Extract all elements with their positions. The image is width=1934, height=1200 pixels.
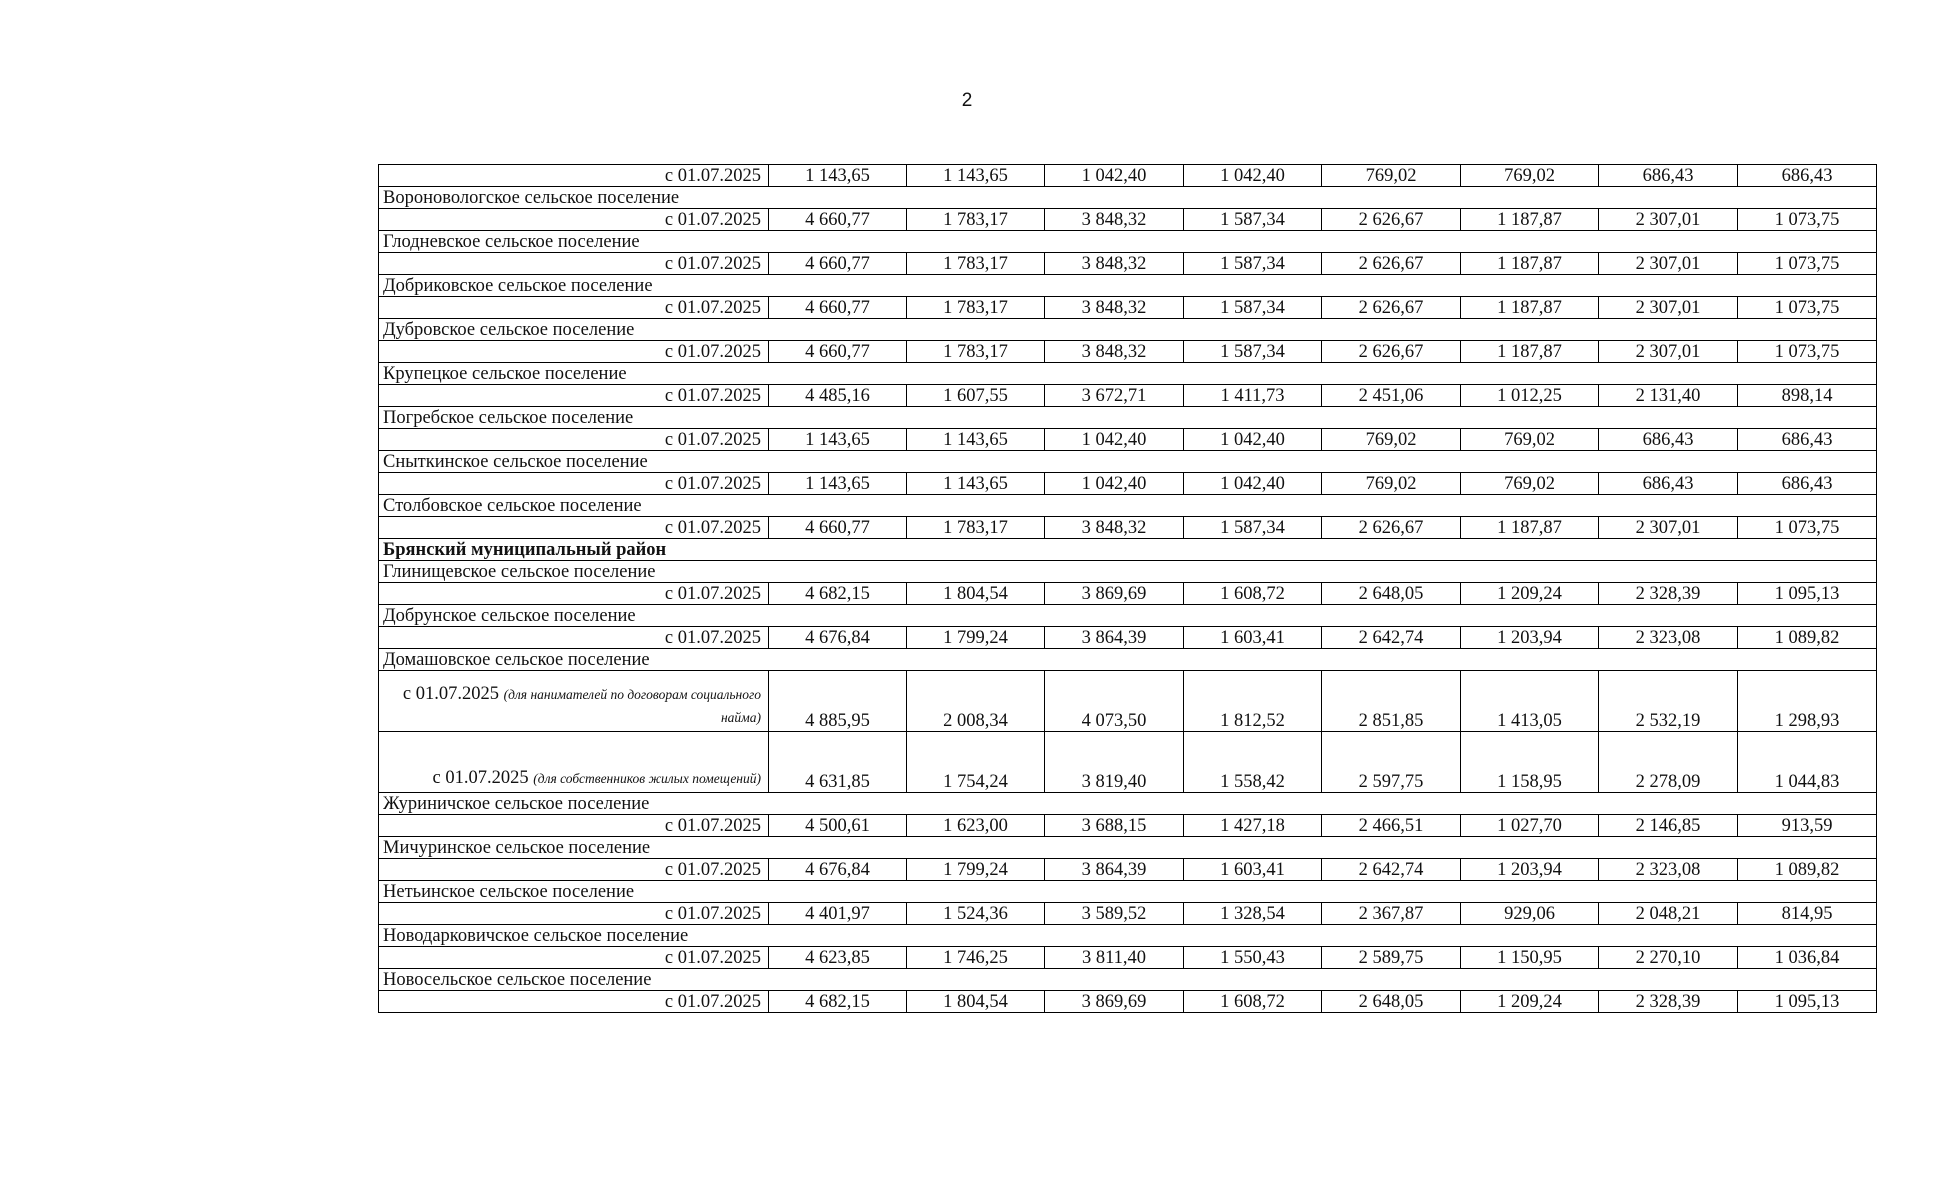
tariff-cell: 769,02 [1322,429,1461,451]
tariff-cell: 3 589,52 [1045,903,1184,925]
settlement-heading-row [379,495,1877,517]
period-label: с 01.07.2025 [379,903,769,925]
tariff-cell: 4 885,95 [769,671,907,732]
settlement-heading-row [379,837,1877,859]
tariff-cell: 2 048,21 [1599,903,1738,925]
tariff-cell: 686,43 [1599,429,1738,451]
table-row [379,297,1877,319]
table-row [379,903,1877,925]
tariff-cell: 1 143,65 [907,429,1045,451]
tariff-cell: 929,06 [1461,903,1599,925]
tariff-cell: 1 587,34 [1184,297,1322,319]
tariff-cell: 1 044,83 [1738,732,1877,793]
tariff-cell: 1 042,40 [1045,429,1184,451]
settlement-name: Крупецкое сельское поселение [379,363,1877,385]
tariff-cell: 3 811,40 [1045,947,1184,969]
tariff-cell: 1 012,25 [1461,385,1599,407]
tariff-cell: 4 676,84 [769,859,907,881]
tariff-cell: 3 869,69 [1045,991,1184,1013]
settlement-name: Новосельское сельское поселение [379,969,1877,991]
tariff-cell: 3 848,32 [1045,341,1184,363]
tariff-cell: 1 209,24 [1461,991,1599,1013]
tariff-cell: 1 524,36 [907,903,1045,925]
table-row [379,583,1877,605]
tariff-cell: 1 143,65 [907,165,1045,187]
tariff-cell: 1 187,87 [1461,517,1599,539]
tariff-cell: 4 682,15 [769,583,907,605]
settlement-heading-row [379,605,1877,627]
tariff-cell: 4 073,50 [1045,671,1184,732]
table-row [379,991,1877,1013]
tariff-cell: 1 587,34 [1184,341,1322,363]
tariff-cell: 898,14 [1738,385,1877,407]
tariff-cell: 2 328,39 [1599,583,1738,605]
tariff-cell: 769,02 [1322,165,1461,187]
settlement-heading-row [379,561,1877,583]
tariff-cell: 2 589,75 [1322,947,1461,969]
tariff-cell: 2 367,87 [1322,903,1461,925]
tariff-cell: 1 298,93 [1738,671,1877,732]
tariff-cell: 3 848,32 [1045,297,1184,319]
period-label: с 01.07.2025 [379,385,769,407]
tariff-cell: 1 036,84 [1738,947,1877,969]
settlement-name: Глодневское сельское поселение [379,231,1877,253]
tariff-cell: 1 073,75 [1738,209,1877,231]
period-label: с 01.07.2025 [379,429,769,451]
tariff-cell: 913,59 [1738,815,1877,837]
page-number: 2 [961,90,973,111]
tariff-cell: 2 626,67 [1322,297,1461,319]
tariff-cell: 1 608,72 [1184,991,1322,1013]
tariff-cell: 1 603,41 [1184,627,1322,649]
settlement-heading-row [379,275,1877,297]
table-row [379,473,1877,495]
settlement-heading-row [379,925,1877,947]
table-row [379,732,1877,793]
tariff-cell: 1 799,24 [907,859,1045,881]
settlement-name: Глинищевское сельское поселение [379,561,1877,583]
tariff-cell: 1 187,87 [1461,253,1599,275]
tariff-cell: 1 608,72 [1184,583,1322,605]
tariff-cell: 1 095,13 [1738,583,1877,605]
table-row [379,815,1877,837]
period-label: с 01.07.2025 [379,859,769,881]
tariff-cell: 769,02 [1322,473,1461,495]
tariff-cell: 3 688,15 [1045,815,1184,837]
table-row [379,517,1877,539]
settlement-name: Мичуринское сельское поселение [379,837,1877,859]
tariff-cell: 1 095,13 [1738,991,1877,1013]
district-heading-row [379,539,1877,561]
settlement-name: Погребское сельское поселение [379,407,1877,429]
period-label: с 01.07.2025 [379,165,769,187]
tariff-cell: 1 203,94 [1461,627,1599,649]
tariff-cell: 3 864,39 [1045,627,1184,649]
tariff-cell: 1 328,54 [1184,903,1322,925]
tariff-cell: 2 648,05 [1322,991,1461,1013]
tariff-cell: 4 660,77 [769,253,907,275]
tariff-cell: 2 323,08 [1599,859,1738,881]
tariff-cell: 1 587,34 [1184,209,1322,231]
tariff-cell: 1 783,17 [907,517,1045,539]
tariff-cell: 1 427,18 [1184,815,1322,837]
settlement-name: Дубровское сельское поселение [379,319,1877,341]
tariff-cell: 4 660,77 [769,517,907,539]
period-label: с 01.07.2025 [379,583,769,605]
tariff-cell: 686,43 [1738,165,1877,187]
period-label [379,671,769,732]
tariff-cell: 4 660,77 [769,297,907,319]
settlement-heading-row [379,793,1877,815]
tariff-cell: 2 626,67 [1322,253,1461,275]
period-label: с 01.07.2025 [379,627,769,649]
tariff-cell: 2 307,01 [1599,209,1738,231]
period-date: с 01.07.2025 [432,768,529,788]
tariff-cell: 1 587,34 [1184,253,1322,275]
settlement-name: Домашовское сельское поселение [379,649,1877,671]
tariff-cell: 1 783,17 [907,341,1045,363]
tariff-cell: 2 626,67 [1322,341,1461,363]
settlement-heading-row [379,187,1877,209]
tariff-cell: 769,02 [1461,165,1599,187]
tariff-cell: 1 042,40 [1045,165,1184,187]
tariff-cell: 814,95 [1738,903,1877,925]
tariff-cell: 1 150,95 [1461,947,1599,969]
table-row [379,253,1877,275]
period-note: (для нанимателей по договорам социального найма) [503,687,761,725]
tariff-cell: 2 532,19 [1599,671,1738,732]
tariff-cell: 3 848,32 [1045,517,1184,539]
tariff-cell: 686,43 [1738,429,1877,451]
tariff-cell: 1 799,24 [907,627,1045,649]
tariff-cell: 1 143,65 [769,473,907,495]
tariff-cell: 1 042,40 [1184,165,1322,187]
settlement-heading-row [379,649,1877,671]
settlement-name: Нетьинское сельское поселение [379,881,1877,903]
tariff-cell: 4 660,77 [769,341,907,363]
tariff-cell: 1 143,65 [769,165,907,187]
tariff-cell: 2 307,01 [1599,253,1738,275]
tariff-cell: 2 131,40 [1599,385,1738,407]
tariff-cell: 1 089,82 [1738,859,1877,881]
tariff-cell: 4 500,61 [769,815,907,837]
settlement-heading-row [379,231,1877,253]
tariff-cell: 2 642,74 [1322,627,1461,649]
tariff-cell: 1 746,25 [907,947,1045,969]
settlement-heading-row [379,881,1877,903]
tariff-cell: 1 073,75 [1738,297,1877,319]
period-label [379,732,769,793]
period-label: с 01.07.2025 [379,297,769,319]
tariff-cell: 1 812,52 [1184,671,1322,732]
tariff-cell: 2 323,08 [1599,627,1738,649]
tariff-cell: 1 783,17 [907,253,1045,275]
settlement-name: Добриковское сельское поселение [379,275,1877,297]
table-row [379,341,1877,363]
tariff-cell: 2 146,85 [1599,815,1738,837]
table-row [379,627,1877,649]
tariff-cell: 686,43 [1599,165,1738,187]
tariff-cell: 3 864,39 [1045,859,1184,881]
tariff-cell: 1 783,17 [907,209,1045,231]
tariff-cell: 2 307,01 [1599,297,1738,319]
tariff-cell: 1 143,65 [769,429,907,451]
tariff-cell: 2 278,09 [1599,732,1738,793]
tariff-cell: 2 307,01 [1599,341,1738,363]
settlement-heading-row [379,363,1877,385]
tariff-cell: 1 042,40 [1045,473,1184,495]
tariff-cell: 2 626,67 [1322,209,1461,231]
tariff-cell: 1 187,87 [1461,297,1599,319]
tariff-cell: 1 603,41 [1184,859,1322,881]
period-label: с 01.07.2025 [379,991,769,1013]
tariff-cell: 769,02 [1461,473,1599,495]
tariff-cell: 1 042,40 [1184,429,1322,451]
tariff-cell: 2 270,10 [1599,947,1738,969]
period-label: с 01.07.2025 [379,947,769,969]
tariff-cell: 2 328,39 [1599,991,1738,1013]
tariff-cell: 2 466,51 [1322,815,1461,837]
tariff-cell: 1 073,75 [1738,517,1877,539]
tariff-cell: 4 485,16 [769,385,907,407]
tariff-cell: 1 558,42 [1184,732,1322,793]
tariff-cell: 4 676,84 [769,627,907,649]
table-row [379,385,1877,407]
tariff-cell: 2 648,05 [1322,583,1461,605]
tariff-cell: 4 660,77 [769,209,907,231]
district-name: Брянский муниципальный район [379,539,1877,561]
tariff-cell: 1 754,24 [907,732,1045,793]
tariff-cell: 1 042,40 [1184,473,1322,495]
table-body [379,165,1877,1013]
settlement-name: Столбовское сельское поселение [379,495,1877,517]
tariff-table [378,164,1877,1013]
tariff-cell: 3 869,69 [1045,583,1184,605]
settlement-name: Сныткинское сельское поселение [379,451,1877,473]
period-label: с 01.07.2025 [379,209,769,231]
tariff-cell: 1 073,75 [1738,341,1877,363]
table-row [379,165,1877,187]
tariff-cell: 1 804,54 [907,991,1045,1013]
tariff-cell: 1 158,95 [1461,732,1599,793]
tariff-cell: 686,43 [1738,473,1877,495]
table-row [379,429,1877,451]
tariff-cell: 3 848,32 [1045,253,1184,275]
period-label: с 01.07.2025 [379,253,769,275]
tariff-cell: 2 008,34 [907,671,1045,732]
tariff-cell: 1 209,24 [1461,583,1599,605]
tariff-cell: 2 597,75 [1322,732,1461,793]
tariff-cell: 3 848,32 [1045,209,1184,231]
tariff-cell: 2 451,06 [1322,385,1461,407]
period-date: с 01.07.2025 [402,684,499,704]
period-note: (для собственников жилых помещений) [533,771,761,786]
tariff-cell: 1 623,00 [907,815,1045,837]
tariff-cell: 1 073,75 [1738,253,1877,275]
tariff-cell: 1 411,73 [1184,385,1322,407]
settlement-heading-row [379,319,1877,341]
settlement-heading-row [379,451,1877,473]
tariff-cell: 2 307,01 [1599,517,1738,539]
settlement-name: Новодарковичское сельское поселение [379,925,1877,947]
settlement-heading-row [379,407,1877,429]
tariff-cell: 686,43 [1599,473,1738,495]
tariff-cell: 1 550,43 [1184,947,1322,969]
tariff-cell: 1 783,17 [907,297,1045,319]
tariff-cell: 2 626,67 [1322,517,1461,539]
settlement-name: Добрунское сельское поселение [379,605,1877,627]
tariff-cell: 4 623,85 [769,947,907,969]
tariff-cell: 1 089,82 [1738,627,1877,649]
tariff-cell: 1 187,87 [1461,209,1599,231]
table-row [379,671,1877,732]
tariff-cell: 2 642,74 [1322,859,1461,881]
table-row [379,209,1877,231]
settlement-name: Журиничское сельское поселение [379,793,1877,815]
period-label: с 01.07.2025 [379,473,769,495]
tariff-cell: 4 401,97 [769,903,907,925]
tariff-cell: 769,02 [1461,429,1599,451]
tariff-cell: 1 607,55 [907,385,1045,407]
table-row [379,859,1877,881]
tariff-cell: 3 819,40 [1045,732,1184,793]
table-row [379,947,1877,969]
period-label: с 01.07.2025 [379,815,769,837]
tariff-cell: 1 187,87 [1461,341,1599,363]
tariff-cell: 3 672,71 [1045,385,1184,407]
tariff-cell: 1 027,70 [1461,815,1599,837]
period-label: с 01.07.2025 [379,517,769,539]
tariff-cell: 2 851,85 [1322,671,1461,732]
tariff-cell: 1 143,65 [907,473,1045,495]
tariff-cell: 1 203,94 [1461,859,1599,881]
tariff-cell: 1 587,34 [1184,517,1322,539]
tariff-cell: 1 413,05 [1461,671,1599,732]
period-label: с 01.07.2025 [379,341,769,363]
settlement-heading-row [379,969,1877,991]
settlement-name: Вороновологское сельское поселение [379,187,1877,209]
tariff-cell: 4 682,15 [769,991,907,1013]
tariff-cell: 4 631,85 [769,732,907,793]
tariff-cell: 1 804,54 [907,583,1045,605]
